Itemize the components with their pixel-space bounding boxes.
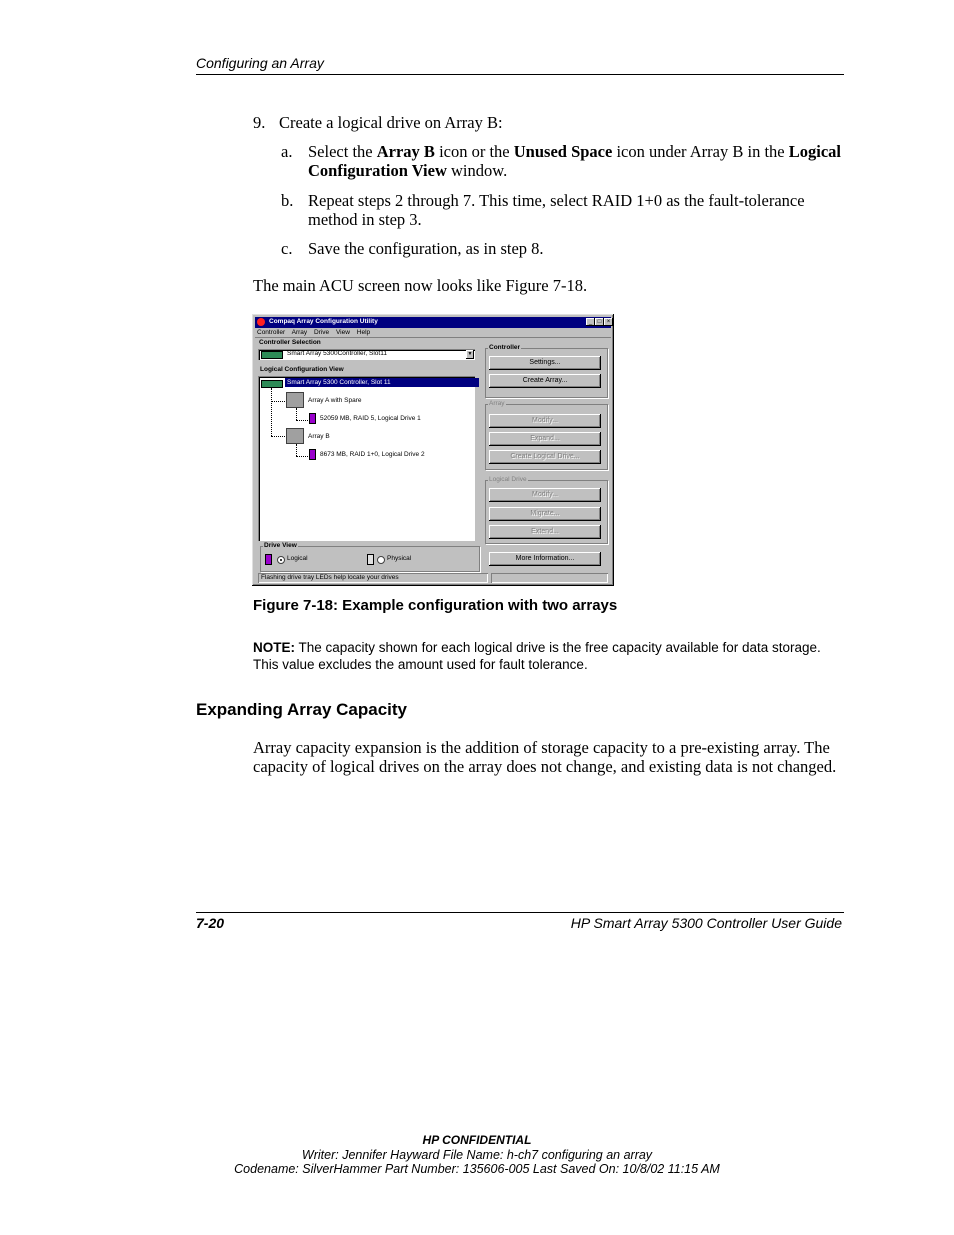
logical-drive-icon <box>309 413 316 424</box>
controller-selected-value: Smart Array 5300Controller, Slot11 <box>287 350 387 357</box>
acu-window <box>252 314 614 586</box>
window-title: Compaq Array Configuration Utility <box>269 318 378 325</box>
tree-connector <box>271 388 272 436</box>
extend-button[interactable]: Extend... <box>489 525 601 539</box>
array-icon <box>286 428 304 444</box>
menu-divider <box>255 337 611 338</box>
substep-b <box>281 191 841 229</box>
tree-root-controller[interactable]: Smart Array 5300 Controller, Slot 11 <box>285 378 479 387</box>
controller-dropdown[interactable] <box>258 349 475 360</box>
status-panel <box>491 573 608 583</box>
menu-array[interactable]: Array <box>291 329 308 336</box>
create-array-button[interactable]: Create Array... <box>489 374 601 388</box>
tree-array-a[interactable]: Array A with Spare <box>308 397 362 404</box>
minimize-icon[interactable]: _ <box>586 318 595 326</box>
more-information-button[interactable]: More Information... <box>489 552 601 566</box>
text-run: icon under Array B in the <box>612 142 789 161</box>
status-text: Flashing drive tray LEDs help locate your drives <box>261 574 399 581</box>
confidential-codename-line: Codename: SilverHammer Part Number: 135606-005 Last Saved On: 10/8/02 11:15 AM <box>234 1162 720 1176</box>
step-text: Create a logical drive on Array B: <box>279 113 503 132</box>
bold-run: Logical Configuration View <box>308 142 841 180</box>
migrate-button[interactable]: Migrate... <box>489 507 601 521</box>
modify-array-button[interactable]: Modify... <box>489 414 601 428</box>
section-heading: Expanding Array Capacity <box>196 700 407 719</box>
bold-run: Array B <box>376 142 435 161</box>
controller-group <box>485 344 608 398</box>
menu-controller[interactable]: Controller <box>257 329 286 336</box>
drive-view-label: Drive View <box>264 542 297 549</box>
controller-card-icon <box>261 380 283 388</box>
logical-drive-icon <box>309 449 316 460</box>
status-bar <box>258 573 488 583</box>
tree-logical-drive-2[interactable]: 8673 MB, RAID 1+0, Logical Drive 2 <box>320 451 425 458</box>
footer-title: HP Smart Array 5300 Controller User Guide <box>570 915 842 931</box>
controller-card-icon <box>261 351 283 359</box>
menu-help[interactable]: Help <box>356 329 371 336</box>
close-icon[interactable]: × <box>604 318 613 326</box>
app-icon <box>257 318 265 326</box>
tree-connector <box>296 420 308 421</box>
array-group <box>485 400 608 470</box>
page-number: 7-20 <box>196 915 225 931</box>
tree-connector <box>296 456 308 457</box>
logical-configuration-tree[interactable] <box>258 376 475 541</box>
substep-text: Repeat steps 2 through 7. This time, select RAID 1+0 as the fault-tolerance method in step 3. <box>308 191 805 229</box>
logical-drive-group-label: Logical Drive <box>489 476 527 483</box>
bold-run: Unused Space <box>513 142 613 161</box>
logical-view-label: Logical Configuration View <box>260 366 344 373</box>
chevron-down-icon[interactable]: ▼ <box>467 351 473 357</box>
tree-connector <box>296 408 297 420</box>
radio-logical-label: Logical <box>287 555 308 562</box>
expand-button[interactable]: Expand... <box>489 432 601 446</box>
substep-text: Save the configuration, as in step 8. <box>308 239 544 258</box>
confidential-label: HP CONFIDENTIAL <box>422 1133 532 1147</box>
logical-drive-group <box>485 476 608 544</box>
step-number: 9. <box>253 113 266 132</box>
substep-number: a. <box>281 142 293 161</box>
intro-paragraph: The main ACU screen now looks like Figure 7-18. <box>253 276 588 295</box>
modify-logical-drive-button[interactable]: Modify... <box>489 488 601 502</box>
section-paragraph: Array capacity expansion is the addition of storage capacity to a pre-existing array. The capacity of logical drives on the array does not change, and existing data is not changed. <box>253 738 837 776</box>
drive-view-group <box>260 542 480 572</box>
footer-rule <box>196 912 844 913</box>
physical-drive-icon <box>367 554 374 565</box>
substep-number: b. <box>281 191 294 210</box>
array-group-label: Array <box>489 400 505 407</box>
header-rule <box>196 74 844 75</box>
substep-number: c. <box>281 239 293 258</box>
tree-connector <box>296 444 297 456</box>
radio-logical[interactable] <box>277 556 285 564</box>
radio-physical-label: Physical <box>387 555 412 562</box>
confidential-writer-line: Writer: Jennifer Hayward File Name: h-ch7 configuring an array <box>301 1148 653 1162</box>
array-icon <box>286 392 304 408</box>
controller-group-label: Controller <box>489 344 521 351</box>
tree-connector <box>271 401 285 402</box>
substep-c <box>281 239 841 258</box>
text-run: Select the <box>308 142 377 161</box>
note <box>253 640 833 673</box>
tree-array-b[interactable]: Array B <box>308 433 330 440</box>
create-logical-drive-button[interactable]: Create Logical Drive... <box>489 450 601 464</box>
text-run: window. <box>446 161 508 180</box>
running-header: Configuring an Array <box>196 55 324 71</box>
substep-text <box>308 142 841 180</box>
step-9 <box>253 113 503 132</box>
logical-drive-icon <box>265 554 272 565</box>
menu-view[interactable]: View <box>335 329 350 336</box>
figure-caption: Figure 7-18: Example configuration with two arrays <box>253 597 618 614</box>
tree-logical-drive-1[interactable]: 52059 MB, RAID 5, Logical Drive 1 <box>320 415 421 422</box>
maximize-icon[interactable]: □ <box>595 318 604 326</box>
title-bar <box>255 317 611 328</box>
menu-bar <box>257 329 370 336</box>
controller-selection-label: Controller Selection <box>259 339 321 346</box>
tree-connector <box>271 436 285 437</box>
note-text: The capacity shown for each logical drive is the free capacity available for data storage. This value excludes the amount used for fault tolerance. <box>253 640 821 672</box>
settings-button[interactable]: Settings... <box>489 356 601 370</box>
note-label: NOTE: <box>253 640 295 655</box>
menu-drive[interactable]: Drive <box>313 329 330 336</box>
substep-a <box>281 142 841 180</box>
radio-physical[interactable] <box>377 556 385 564</box>
text-run: icon or the <box>434 142 514 161</box>
